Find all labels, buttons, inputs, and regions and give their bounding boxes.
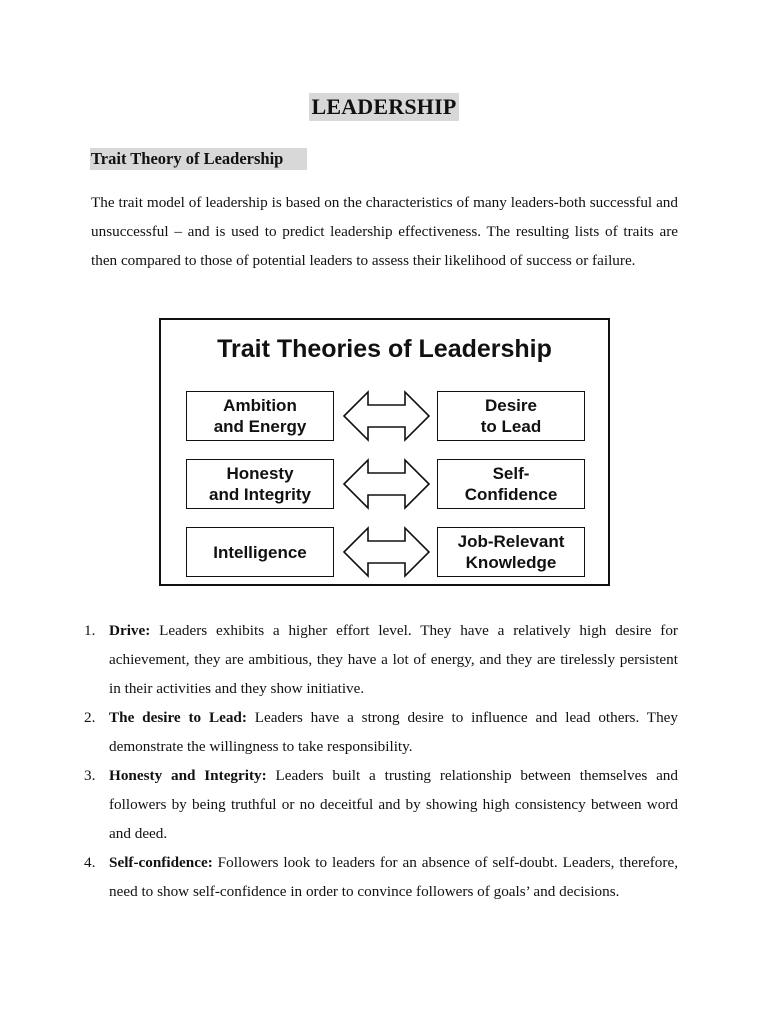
double-arrow-icon [344,528,429,576]
list-text: Followers look to leaders for an absence of self-doubt. Leaders, therefore, need to show self-confidence in order to convince followers of goals’ and decisions. [109,854,678,900]
trait-box-self-confidence: Self- Confidence [437,459,585,509]
traits-list [84,616,678,906]
trait-box-ambition: Ambition and Energy [186,391,334,441]
trait-theories-figure [159,318,610,586]
double-arrow-icon [344,460,429,508]
list-number: 2. [84,709,96,726]
trait-box-desire: Desire to Lead [437,391,585,441]
list-term: Drive: [109,622,151,639]
figure-title: Trait Theories of Leadership [217,335,552,363]
list-item [84,616,678,703]
list-term: The desire to Lead: [109,709,247,726]
section-heading: Trait Theory of Leadership [90,148,307,170]
trait-box-knowledge: Job-Relevant Knowledge [437,527,585,577]
list-item [84,703,678,761]
list-text: Leaders have a strong desire to influence and lead others. They demonstrate the willingness to take responsibility. [109,709,678,755]
list-number: 3. [84,767,96,784]
list-term: Honesty and Integrity: [109,767,267,784]
list-text: Leaders exhibits a higher effort level. They have a relatively high desire for achievement, they are ambitious, they have a lot of energy, and they are tirelessly persistent in their activities and they show initiative. [109,622,678,697]
list-number: 1. [84,622,96,639]
list-text: Leaders built a trusting relationship between themselves and followers by being truthful or no deceitful and by showing high consistency between word and deed. [109,767,678,842]
list-item [84,848,678,906]
trait-box-intelligence: Intelligence [186,527,334,577]
intro-paragraph: The trait model of leadership is based on the characteristics of many leaders-both successful and unsuccessful – and is used to predict leadership effectiveness. The resulting lists of traits are then compared to those of potential leaders to assess their likelihood of success or failure. [91,194,678,269]
trait-box-honesty: Honesty and Integrity [186,459,334,509]
list-number: 4. [84,854,96,871]
list-item [84,761,678,848]
double-arrow-icon [344,392,429,440]
page-title: LEADERSHIP [309,93,459,121]
list-term: Self-confidence: [109,854,213,871]
